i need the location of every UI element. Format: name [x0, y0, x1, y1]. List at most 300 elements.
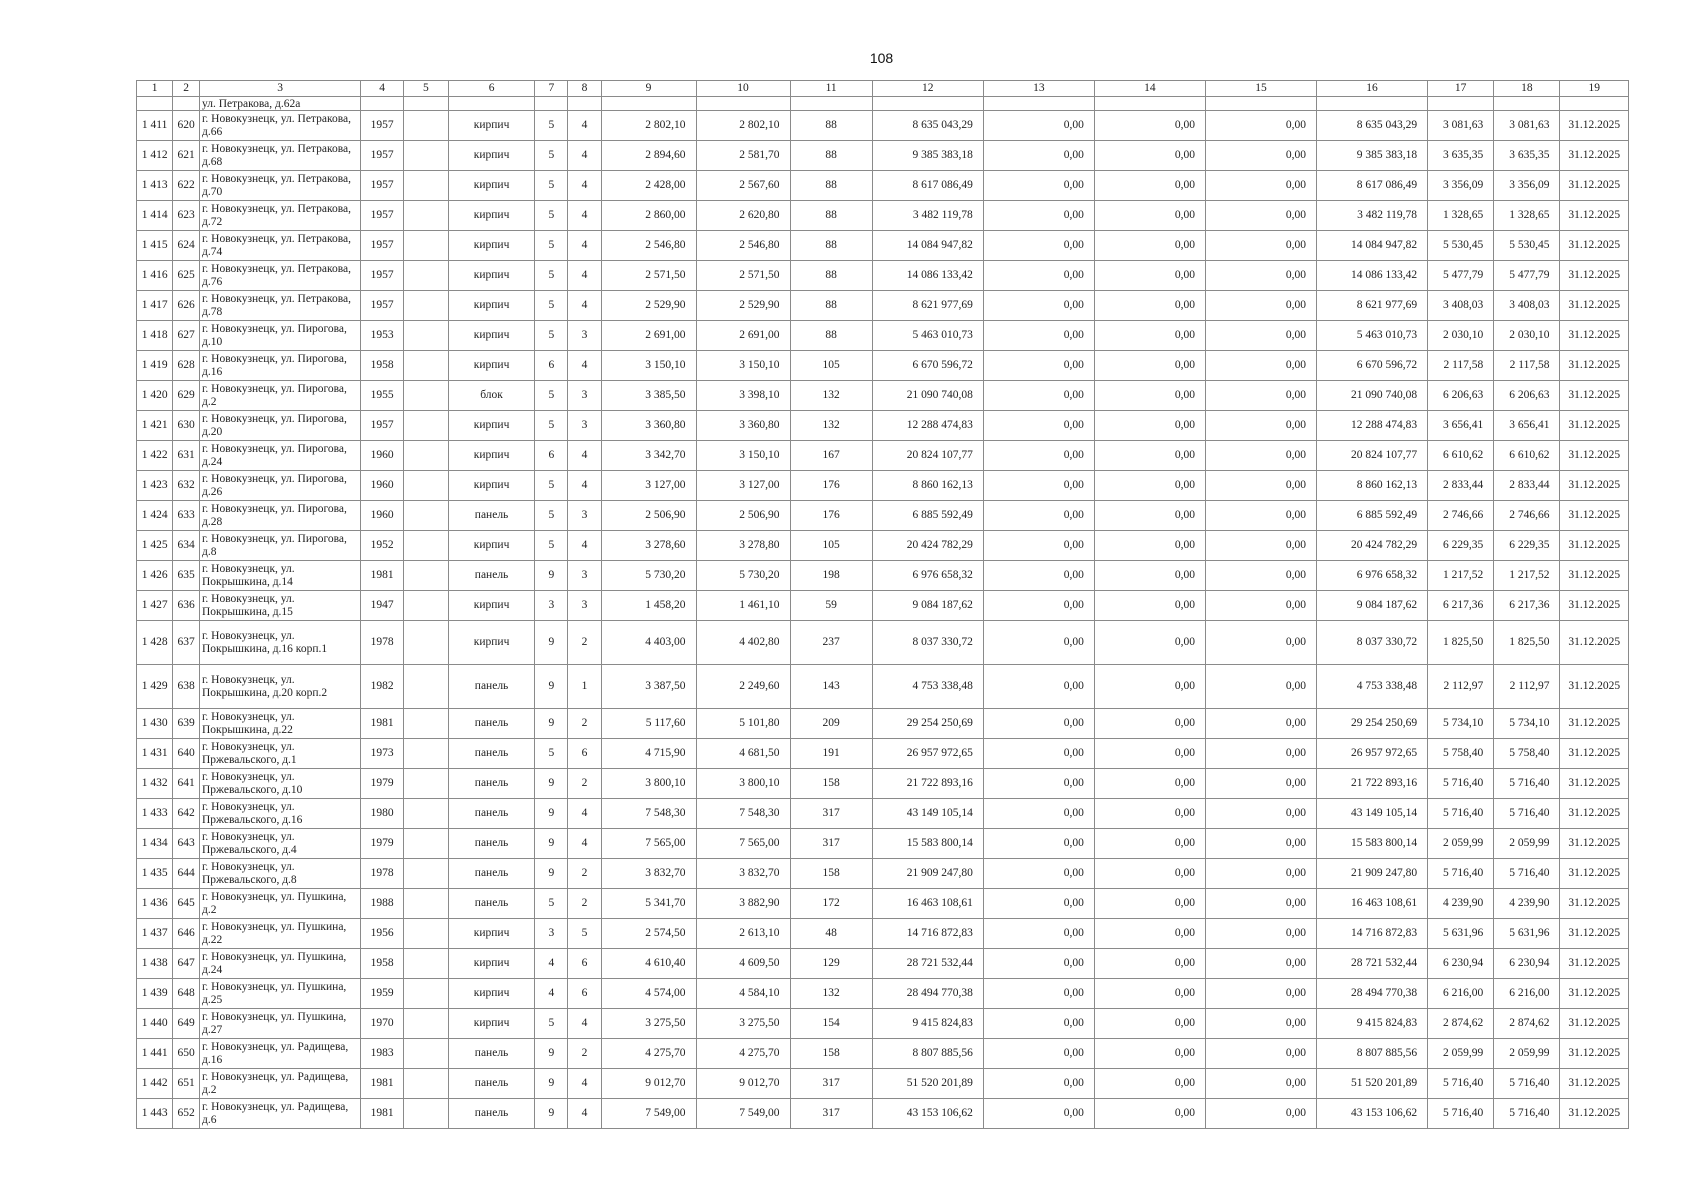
table-cell: 0,00 [1205, 799, 1316, 829]
address-cell: г. Новокузнецк, ул. Петракова, д.78 [199, 291, 360, 321]
table-cell: 31.12.2025 [1560, 291, 1629, 321]
table-cell: 4 [535, 979, 568, 1009]
table-cell: 6 670 596,72 [1317, 351, 1428, 381]
table-cell: 3 150,10 [696, 441, 790, 471]
table-row [137, 769, 1629, 799]
table-cell: 5 463 010,73 [872, 321, 983, 351]
table-cell: 0,00 [1094, 441, 1205, 471]
table-cell: кирпич [448, 231, 535, 261]
table-cell: 3 [568, 501, 601, 531]
table-cell: 4 [568, 231, 601, 261]
table-cell: 0,00 [983, 799, 1094, 829]
table-cell [403, 739, 448, 769]
table-cell: 5 101,80 [696, 709, 790, 739]
table-cell: 0,00 [1094, 531, 1205, 561]
table-cell: 4 [568, 351, 601, 381]
table-cell [448, 97, 535, 111]
table-cell: 51 520 201,89 [1317, 1069, 1428, 1099]
table-cell: кирпич [448, 111, 535, 141]
address-cell: г. Новокузнецк, ул. Пирогова, д.24 [199, 441, 360, 471]
table-cell: 6 206,63 [1428, 381, 1494, 411]
table-cell: 31.12.2025 [1560, 321, 1629, 351]
table-cell: 626 [173, 291, 200, 321]
table-cell: 4 [568, 1009, 601, 1039]
table-cell: 6 [568, 979, 601, 1009]
table-cell: 4 [568, 1069, 601, 1099]
address-cell: г. Новокузнецк, ул. Пржевальского, д.1 [199, 739, 360, 769]
table-cell: кирпич [448, 441, 535, 471]
table-cell: 1957 [361, 171, 404, 201]
table-cell: 8 635 043,29 [1317, 111, 1428, 141]
table-cell: 20 824 107,77 [1317, 441, 1428, 471]
table-row [137, 261, 1629, 291]
continued-row [137, 97, 1629, 111]
table-cell: 3 [568, 561, 601, 591]
table-cell [403, 1009, 448, 1039]
table-cell: 2 746,66 [1428, 501, 1494, 531]
table-cell: 31.12.2025 [1560, 621, 1629, 665]
table-cell: 317 [790, 829, 872, 859]
table-cell: 31.12.2025 [1560, 709, 1629, 739]
table-cell: 3 398,10 [696, 381, 790, 411]
address-cell: г. Новокузнецк, ул. Пирогова, д.8 [199, 531, 360, 561]
table-cell: 4 715,90 [601, 739, 696, 769]
table-cell: 0,00 [1094, 665, 1205, 709]
table-cell: 9 385 383,18 [872, 141, 983, 171]
table-cell: 20 424 782,29 [1317, 531, 1428, 561]
table-cell: 5 463 010,73 [1317, 321, 1428, 351]
table-cell: 1981 [361, 709, 404, 739]
table-cell: 649 [173, 1009, 200, 1039]
table-cell: 0,00 [983, 411, 1094, 441]
table-cell: 648 [173, 979, 200, 1009]
table-cell: 317 [790, 799, 872, 829]
table-cell: 9 [535, 769, 568, 799]
address-cell: г. Новокузнецк, ул. Пржевальского, д.8 [199, 859, 360, 889]
table-cell: 0,00 [983, 261, 1094, 291]
table-cell: 1978 [361, 859, 404, 889]
table-cell: 5 758,40 [1494, 739, 1560, 769]
table-cell: 627 [173, 321, 200, 351]
table-cell: 2 802,10 [601, 111, 696, 141]
table-cell: 650 [173, 1039, 200, 1069]
table-cell: 0,00 [1094, 171, 1205, 201]
table-cell: 7 565,00 [696, 829, 790, 859]
table-cell: 8 635 043,29 [872, 111, 983, 141]
table-cell: 20 824 107,77 [872, 441, 983, 471]
table-cell: 3 408,03 [1428, 291, 1494, 321]
table-cell: 176 [790, 471, 872, 501]
table-cell [173, 97, 200, 111]
table-cell: 2 833,44 [1494, 471, 1560, 501]
table-cell: 132 [790, 979, 872, 1009]
table-cell [403, 531, 448, 561]
table-cell: 1 436 [137, 889, 173, 919]
table-cell: 0,00 [1205, 561, 1316, 591]
table-row [137, 621, 1629, 665]
table-cell: 29 254 250,69 [872, 709, 983, 739]
table-cell: 0,00 [983, 709, 1094, 739]
table-cell: 1 418 [137, 321, 173, 351]
table-cell: 0,00 [1205, 621, 1316, 665]
table-cell: 9 [535, 1039, 568, 1069]
table-cell: 0,00 [983, 829, 1094, 859]
table-cell: 0,00 [1205, 141, 1316, 171]
table-cell: 652 [173, 1099, 200, 1129]
table-cell: кирпич [448, 919, 535, 949]
table-cell: 5 [535, 201, 568, 231]
table-cell: 129 [790, 949, 872, 979]
table-cell: 158 [790, 769, 872, 799]
table-cell: 21 722 893,16 [872, 769, 983, 799]
table-cell [403, 709, 448, 739]
table-cell: 4 [568, 799, 601, 829]
column-header: 4 [361, 81, 404, 97]
table-cell: 14 084 947,82 [872, 231, 983, 261]
table-cell: 8 860 162,13 [1317, 471, 1428, 501]
table-cell: 5 [535, 739, 568, 769]
table-cell: 28 494 770,38 [872, 979, 983, 1009]
table-cell: 0,00 [1094, 621, 1205, 665]
address-cell: г. Новокузнецк, ул. Радищева, д.6 [199, 1099, 360, 1129]
table-cell: 158 [790, 859, 872, 889]
table-cell [403, 1099, 448, 1129]
table-cell: 5 716,40 [1428, 1099, 1494, 1129]
table-cell: 0,00 [1094, 291, 1205, 321]
housing-registry-table [136, 80, 1629, 1129]
table-cell: 0,00 [983, 1009, 1094, 1039]
table-row [137, 381, 1629, 411]
table-cell: 14 716 872,83 [872, 919, 983, 949]
table-cell [1317, 97, 1428, 111]
table-cell: 4 [568, 171, 601, 201]
table-cell: 59 [790, 591, 872, 621]
table-cell: 0,00 [1205, 829, 1316, 859]
table-cell [601, 97, 696, 111]
table-cell: 31.12.2025 [1560, 665, 1629, 709]
table-cell: 0,00 [1094, 1009, 1205, 1039]
table-cell: 0,00 [1205, 471, 1316, 501]
table-cell: 28 721 532,44 [872, 949, 983, 979]
table-cell: 12 288 474,83 [872, 411, 983, 441]
table-cell: 2 428,00 [601, 171, 696, 201]
table-cell: 1 217,52 [1428, 561, 1494, 591]
table-cell: 9 [535, 829, 568, 859]
table-cell: 1 420 [137, 381, 173, 411]
column-header: 15 [1205, 81, 1316, 97]
table-cell: 4 610,40 [601, 949, 696, 979]
table-cell: 191 [790, 739, 872, 769]
table-cell: 3 832,70 [696, 859, 790, 889]
table-row [137, 321, 1629, 351]
table-cell: 31.12.2025 [1560, 531, 1629, 561]
table-row [137, 919, 1629, 949]
table-cell: 1981 [361, 561, 404, 591]
table-cell: 645 [173, 889, 200, 919]
table-cell: 14 086 133,42 [872, 261, 983, 291]
address-cell: г. Новокузнецк, ул. Покрышкина, д.16 корп.1 [199, 621, 360, 665]
table-cell: 0,00 [1205, 1069, 1316, 1099]
table-cell: 3 150,10 [601, 351, 696, 381]
address-cell: г. Новокузнецк, ул. Покрышкина, д.14 [199, 561, 360, 591]
table-cell: 31.12.2025 [1560, 919, 1629, 949]
table-cell: 0,00 [983, 291, 1094, 321]
table-cell: панель [448, 1099, 535, 1129]
table-cell: 132 [790, 411, 872, 441]
table-cell: 3 882,90 [696, 889, 790, 919]
table-cell: 638 [173, 665, 200, 709]
table-cell: 0,00 [1205, 381, 1316, 411]
table-cell: кирпич [448, 979, 535, 1009]
table-cell: 3 656,41 [1428, 411, 1494, 441]
table-cell: 2 691,00 [696, 321, 790, 351]
table-cell [790, 97, 872, 111]
table-row [137, 739, 1629, 769]
table-cell: 1 431 [137, 739, 173, 769]
table-cell: 0,00 [983, 351, 1094, 381]
table-cell: 2 874,62 [1494, 1009, 1560, 1039]
table-cell: 6 230,94 [1494, 949, 1560, 979]
table-cell: 2 112,97 [1494, 665, 1560, 709]
table-cell: 0,00 [1094, 799, 1205, 829]
table-cell: 0,00 [1205, 291, 1316, 321]
table-row [137, 531, 1629, 561]
table-cell: 640 [173, 739, 200, 769]
table-cell: 1960 [361, 501, 404, 531]
table-cell: 3 150,10 [696, 351, 790, 381]
table-cell: 0,00 [1094, 411, 1205, 441]
table-cell: 1 438 [137, 949, 173, 979]
table-cell: 9 [535, 709, 568, 739]
table-cell: 31.12.2025 [1560, 979, 1629, 1009]
address-cell: г. Новокузнецк, ул. Петракова, д.70 [199, 171, 360, 201]
table-cell: 2 059,99 [1494, 829, 1560, 859]
table-cell: 2 [568, 769, 601, 799]
table-cell: 5 [535, 291, 568, 321]
table-cell: 1 443 [137, 1099, 173, 1129]
table-cell: 1 458,20 [601, 591, 696, 621]
table-cell: 643 [173, 829, 200, 859]
table-cell: кирпич [448, 531, 535, 561]
table-cell: 31.12.2025 [1560, 799, 1629, 829]
column-header: 12 [872, 81, 983, 97]
table-cell: 172 [790, 889, 872, 919]
table-cell: 21 909 247,80 [1317, 859, 1428, 889]
table-cell: 0,00 [1205, 441, 1316, 471]
table-cell [403, 591, 448, 621]
table-cell: 2 [568, 1039, 601, 1069]
address-cell: г. Новокузнецк, ул. Пушкина, д.2 [199, 889, 360, 919]
table-cell: 6 [568, 949, 601, 979]
table-cell: 0,00 [1205, 709, 1316, 739]
table-cell: 2 117,58 [1428, 351, 1494, 381]
table-cell: 3 360,80 [601, 411, 696, 441]
table-cell: 31.12.2025 [1560, 261, 1629, 291]
table-cell: 2 571,50 [601, 261, 696, 291]
table-cell: 9 385 383,18 [1317, 141, 1428, 171]
table-cell: 5 341,70 [601, 889, 696, 919]
table-cell: 105 [790, 531, 872, 561]
column-header: 1 [137, 81, 173, 97]
address-cell: г. Новокузнецк, ул. Пирогова, д.16 [199, 351, 360, 381]
table-cell: кирпич [448, 321, 535, 351]
table-cell: 28 494 770,38 [1317, 979, 1428, 1009]
table-cell: 0,00 [1094, 231, 1205, 261]
table-cell: 8 617 086,49 [1317, 171, 1428, 201]
table-cell: 5 [535, 1009, 568, 1039]
table-cell: 1970 [361, 1009, 404, 1039]
table-cell: 31.12.2025 [1560, 1009, 1629, 1039]
table-cell: 31.12.2025 [1560, 561, 1629, 591]
table-cell: 5 530,45 [1494, 231, 1560, 261]
table-cell: 1957 [361, 261, 404, 291]
table-cell: 1 421 [137, 411, 173, 441]
address-cell: г. Новокузнецк, ул. Пржевальского, д.10 [199, 769, 360, 799]
table-cell [403, 321, 448, 351]
table-cell: 1958 [361, 949, 404, 979]
table-cell: 1955 [361, 381, 404, 411]
table-cell: 21 090 740,08 [872, 381, 983, 411]
table-cell: 28 721 532,44 [1317, 949, 1428, 979]
table-cell: 2 620,80 [696, 201, 790, 231]
table-cell: 620 [173, 111, 200, 141]
table-cell: 5 [535, 321, 568, 351]
table-cell: 158 [790, 1039, 872, 1069]
table-cell: 5 734,10 [1428, 709, 1494, 739]
table-cell: кирпич [448, 291, 535, 321]
table-cell: кирпич [448, 621, 535, 665]
table-cell: 3 081,63 [1494, 111, 1560, 141]
table-cell: 647 [173, 949, 200, 979]
table-cell: 5 716,40 [1428, 859, 1494, 889]
table-cell: 1980 [361, 799, 404, 829]
table-cell: 3 275,50 [601, 1009, 696, 1039]
table-cell: 43 153 106,62 [1317, 1099, 1428, 1129]
table-cell: 2 [568, 859, 601, 889]
table-cell: 1 439 [137, 979, 173, 1009]
table-cell: 4 [568, 441, 601, 471]
table-cell: 2 506,90 [601, 501, 696, 531]
column-header: 14 [1094, 81, 1205, 97]
table-cell: 1953 [361, 321, 404, 351]
table-cell: 637 [173, 621, 200, 665]
table-cell: 31.12.2025 [1560, 411, 1629, 441]
table-cell: 0,00 [1094, 889, 1205, 919]
table-row [137, 411, 1629, 441]
table-cell: 31.12.2025 [1560, 111, 1629, 141]
column-header: 13 [983, 81, 1094, 97]
table-cell: 4 [568, 531, 601, 561]
table-cell [403, 411, 448, 441]
table-cell: 5 716,40 [1494, 859, 1560, 889]
column-header: 6 [448, 81, 535, 97]
table-row [137, 889, 1629, 919]
table-cell: 0,00 [1094, 829, 1205, 859]
table-cell: 0,00 [1094, 561, 1205, 591]
address-cell: г. Новокузнецк, ул. Петракова, д.66 [199, 111, 360, 141]
table-cell: 1 437 [137, 919, 173, 949]
table-row [137, 1069, 1629, 1099]
table-row [137, 709, 1629, 739]
table-cell: 5 716,40 [1494, 1069, 1560, 1099]
table-header-row [137, 81, 1629, 97]
table-cell: 5 [568, 919, 601, 949]
table-cell: 16 463 108,61 [872, 889, 983, 919]
table-cell: 3 356,09 [1428, 171, 1494, 201]
table-cell: 31.12.2025 [1560, 829, 1629, 859]
table-cell: 0,00 [983, 1039, 1094, 1069]
table-cell: 9 084 187,62 [872, 591, 983, 621]
table-cell: 1973 [361, 739, 404, 769]
table-cell: 0,00 [1094, 769, 1205, 799]
table-cell: 0,00 [1094, 949, 1205, 979]
table-cell: 9 [535, 1069, 568, 1099]
column-header: 10 [696, 81, 790, 97]
table-cell: 5 716,40 [1494, 769, 1560, 799]
table-cell: 6 229,35 [1428, 531, 1494, 561]
table-cell [403, 829, 448, 859]
table-cell [361, 97, 404, 111]
table-cell: 1 413 [137, 171, 173, 201]
table-cell [403, 919, 448, 949]
table-cell: 88 [790, 261, 872, 291]
table-cell: 5 [535, 141, 568, 171]
table-cell: 623 [173, 201, 200, 231]
table-cell: 0,00 [1205, 351, 1316, 381]
table-cell: 2 [568, 889, 601, 919]
table-cell: 0,00 [983, 381, 1094, 411]
table-cell: 1 434 [137, 829, 173, 859]
table-cell: 7 548,30 [696, 799, 790, 829]
table-cell: 6 216,00 [1494, 979, 1560, 1009]
table-cell: 8 037 330,72 [872, 621, 983, 665]
address-cell: г. Новокузнецк, ул. Пирогова, д.10 [199, 321, 360, 351]
table-cell: 1 414 [137, 201, 173, 231]
table-cell: 1 419 [137, 351, 173, 381]
address-cell: г. Новокузнецк, ул. Пушкина, д.24 [199, 949, 360, 979]
table-cell: 6 885 592,49 [872, 501, 983, 531]
table-cell: 3 [568, 591, 601, 621]
table-row [137, 291, 1629, 321]
table-cell: 2 581,70 [696, 141, 790, 171]
table-cell: 0,00 [1205, 979, 1316, 1009]
table-cell [1428, 97, 1494, 111]
table-cell: 0,00 [1205, 919, 1316, 949]
table-cell: 0,00 [983, 501, 1094, 531]
address-cell: г. Новокузнецк, ул. Петракова, д.72 [199, 201, 360, 231]
table-cell: 1 422 [137, 441, 173, 471]
table-cell: 5 117,60 [601, 709, 696, 739]
table-cell: 9 [535, 1099, 568, 1129]
table-cell: 2 [568, 709, 601, 739]
table-cell: 2 860,00 [601, 201, 696, 231]
table-cell [403, 381, 448, 411]
table-cell [1205, 97, 1316, 111]
table-cell: 1 427 [137, 591, 173, 621]
table-cell: 1952 [361, 531, 404, 561]
table-cell: панель [448, 769, 535, 799]
table-cell: 3 278,60 [601, 531, 696, 561]
table-cell: 3 127,00 [601, 471, 696, 501]
table-cell: панель [448, 1039, 535, 1069]
table-cell: 5 [535, 381, 568, 411]
table-cell: 9 [535, 799, 568, 829]
table-cell: 4 275,70 [601, 1039, 696, 1069]
table-cell: 9 [535, 561, 568, 591]
table-cell: 0,00 [1205, 501, 1316, 531]
table-cell: 1960 [361, 471, 404, 501]
table-cell: 5 [535, 531, 568, 561]
